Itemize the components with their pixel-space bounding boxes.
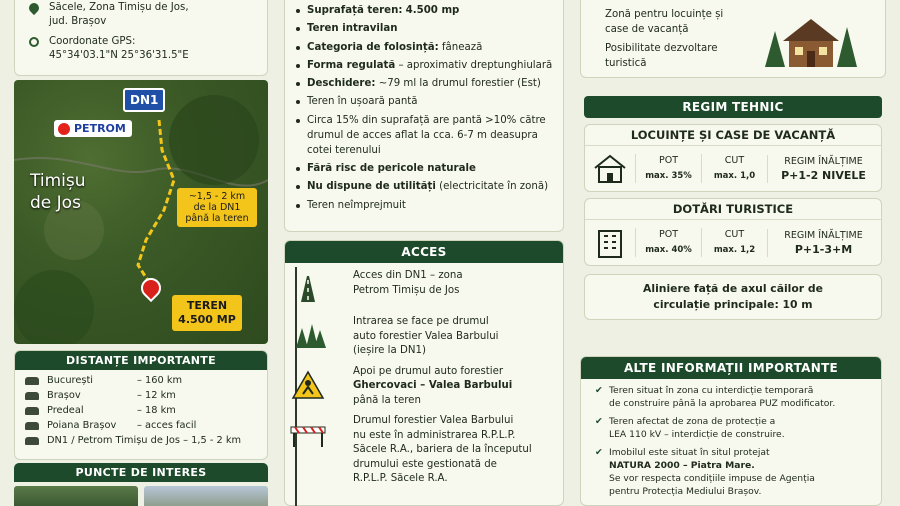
zone-info-line: Zonă pentru locuințe și xyxy=(605,9,724,20)
distance-value: – 160 km xyxy=(137,375,183,386)
property-label: Fără risc de pericole naturale xyxy=(307,163,476,175)
check-icon: ✔ xyxy=(595,447,603,458)
address-line-2: jud. Brașov xyxy=(49,16,107,27)
property-item xyxy=(295,179,555,194)
property-item xyxy=(295,21,555,36)
step-text: auto forestier Valea Barbului xyxy=(353,330,499,342)
land-callout xyxy=(172,295,242,331)
property-label: Categoria de folosință: xyxy=(307,41,439,53)
step-text: drumului este gestionată de xyxy=(353,458,497,470)
globe-icon xyxy=(29,37,39,47)
height-label: REGIM ÎNĂLȚIME xyxy=(784,229,863,241)
distance-name: Poiana Brașov xyxy=(47,420,117,431)
property-label: Teren intravilan xyxy=(307,23,398,35)
property-value: fânează xyxy=(441,41,483,53)
distance-row xyxy=(15,388,267,403)
property-item xyxy=(295,198,555,213)
height-value: P+1-2 NIVELE xyxy=(781,168,866,182)
satellite-map xyxy=(14,80,268,344)
zone-info-line: case de vacanță xyxy=(605,24,689,35)
property-label: Teren în ușoară pantă xyxy=(307,96,418,108)
pot-label: POT xyxy=(658,229,678,240)
cut-label: CUT xyxy=(724,155,745,166)
step-text: Săcele R.A., bariera de la începutul xyxy=(353,444,532,455)
height-cell xyxy=(767,229,879,257)
zone-title: DOTĂRI TURISTICE xyxy=(672,202,794,216)
alignment-line: Aliniere față de axul căilor de xyxy=(643,282,823,295)
cut-value: max. 1,2 xyxy=(713,245,756,255)
step-text: Acces din DN1 – zona xyxy=(353,270,463,281)
check-icon: ✔ xyxy=(595,385,603,396)
zone-title: LOCUINȚE ȘI CASE DE VACANȚĂ xyxy=(630,128,836,142)
info-text: Teren situat în zona cu interdicție temporară xyxy=(609,385,814,396)
zone-info-line: Posibilitate dezvoltare xyxy=(605,43,718,54)
building-icon xyxy=(585,227,635,259)
step-text: Intrarea se face pe drumul xyxy=(353,316,489,327)
property-value: (electricitate în zonă) xyxy=(439,181,549,193)
pot-value: max. 35% xyxy=(645,171,692,181)
forest-icon xyxy=(285,315,331,355)
other-info-card xyxy=(580,356,882,506)
middle-column xyxy=(284,0,564,506)
car-icon xyxy=(25,392,39,400)
interest-photo xyxy=(14,486,138,506)
distances-title: DISTANȚE IMPORTANTE xyxy=(15,351,267,370)
property-item xyxy=(295,113,555,158)
dn1-road-badge: DN1 xyxy=(123,88,165,112)
property-label: Suprafață teren: xyxy=(307,5,403,16)
car-icon xyxy=(25,422,39,430)
road-icon xyxy=(25,437,39,445)
height-cell xyxy=(767,155,879,183)
step-text: Ghercovaci – Valea Barbului xyxy=(353,380,513,391)
info-item xyxy=(595,415,881,441)
step-text: Drumul forestier Valea Barbului xyxy=(353,415,514,426)
property-item xyxy=(295,76,555,91)
cut-value: max. 1,0 xyxy=(713,171,756,181)
car-icon xyxy=(25,377,39,385)
barrier-icon xyxy=(285,414,331,454)
right-column xyxy=(580,0,886,506)
info-text: de construire până la aprobarea PUZ modificator. xyxy=(609,398,836,409)
access-step xyxy=(285,414,563,487)
property-label: Teren neîmprejmuit xyxy=(307,199,406,211)
location-card xyxy=(14,0,268,76)
height-value: P+1-3+M xyxy=(794,242,853,256)
village-line-1: Timișu xyxy=(30,171,86,191)
cut-cell xyxy=(701,154,767,183)
land-line-1: TEREN xyxy=(186,299,228,312)
zone-info-card xyxy=(580,0,886,78)
distance-line-3: până la teren xyxy=(185,213,249,224)
step-text: R.P.L.P. Săcele R.A. xyxy=(353,473,448,484)
property-value: ~79 ml la drumul forestier (Est) xyxy=(378,78,541,90)
cut-cell xyxy=(701,228,767,257)
distance-callout xyxy=(177,188,257,227)
regim-title: REGIM TEHNIC xyxy=(584,96,882,118)
property-item xyxy=(295,94,555,109)
property-item xyxy=(295,3,555,18)
village-label xyxy=(30,170,86,214)
info-item xyxy=(595,446,881,498)
property-item xyxy=(295,40,555,55)
regim-tehnic-section xyxy=(584,96,882,320)
distance-value: – 12 km xyxy=(137,390,176,401)
distance-row xyxy=(15,433,267,448)
house-icon xyxy=(585,154,635,184)
distance-row xyxy=(15,418,267,433)
cabin-icon xyxy=(761,7,861,71)
cut-label: CUT xyxy=(724,229,745,240)
alignment-line: circulație principale: 10 m xyxy=(653,298,813,311)
distance-row xyxy=(15,373,267,388)
step-text: nu este în administrarea R.P.L.P. xyxy=(353,429,516,441)
property-text: Circa 15% din suprafață are pantă >10% către xyxy=(307,114,546,126)
distance-value: – 1,5 - 2 km xyxy=(183,435,242,446)
property-value: 4.500 mp xyxy=(405,5,460,16)
location-pin-icon xyxy=(27,1,41,15)
zone-housing xyxy=(584,124,882,192)
property-value: – aproximativ dreptunghiulară xyxy=(398,59,553,71)
pot-label: POT xyxy=(658,155,678,166)
land-line-2: 4.500 MP xyxy=(178,313,236,326)
info-text: NATURA 2000 – Piatra Mare. xyxy=(609,460,755,471)
height-label: REGIM ÎNĂLȚIME xyxy=(784,155,863,167)
distance-value: – acces facil xyxy=(137,420,197,431)
village-line-2: de Jos xyxy=(30,193,81,213)
step-text: (ieșire la DN1) xyxy=(353,345,426,356)
address-line-1: Săcele, Zona Timișu de Jos, xyxy=(49,2,189,13)
property-label: Nu dispune de utilități xyxy=(307,181,436,193)
distance-line-2: de la DN1 xyxy=(193,202,241,213)
property-text: drumul de acces aflat la cca. 6-7 m deasupra xyxy=(307,129,538,141)
route-line xyxy=(138,120,174,290)
check-icon: ✔ xyxy=(595,416,603,427)
access-step xyxy=(285,269,563,309)
gps-value: 45°34'03.1"N 25°36'31.5"E xyxy=(49,50,189,61)
pot-value: max. 40% xyxy=(645,245,692,255)
zone-info-line: turistică xyxy=(605,58,647,69)
interest-title: PUNCTE DE INTERES xyxy=(14,463,268,482)
pot-cell xyxy=(635,154,701,183)
property-label: Forma regulată xyxy=(307,59,396,71)
road-icon xyxy=(285,269,331,309)
info-text: Teren afectat de zona de protecție a xyxy=(609,416,776,427)
step-text: Petrom Timișu de Jos xyxy=(353,284,460,296)
distance-name: Predeal xyxy=(47,405,84,416)
interest-photos xyxy=(14,486,268,506)
distance-row xyxy=(15,403,267,418)
info-item xyxy=(595,384,881,410)
info-text: Se vor respecta condițiile impuse de Agenția xyxy=(609,473,815,484)
step-text: până la teren xyxy=(353,394,421,406)
property-item xyxy=(295,58,555,73)
step-text: Apoi pe drumul auto forestier xyxy=(353,365,504,377)
info-text: pentru Protecția Mediului Brașov. xyxy=(609,486,762,497)
property-text: cotei terenului xyxy=(307,144,381,156)
alignment-note xyxy=(584,274,882,320)
distance-name: București xyxy=(47,375,94,386)
distance-name: DN1 / Petrom Timișu de Jos xyxy=(47,435,180,446)
info-text: Imobilul este situat în situl protejat xyxy=(609,447,770,458)
worker-icon xyxy=(285,365,331,405)
property-list xyxy=(284,0,564,232)
other-info-title: ALTE INFORMAȚII IMPORTANTE xyxy=(581,357,881,379)
distances-card xyxy=(14,350,268,460)
interest-photo xyxy=(144,486,268,506)
left-column xyxy=(14,0,268,506)
access-card xyxy=(284,240,564,506)
petrom-logo: PETROM xyxy=(54,120,132,137)
property-label: Deschidere: xyxy=(307,78,376,90)
gps-label: Coordonate GPS: xyxy=(49,36,136,47)
interest-section xyxy=(14,463,268,506)
pot-cell xyxy=(635,228,701,257)
access-title: ACCES xyxy=(285,241,563,263)
property-item xyxy=(295,161,555,176)
car-icon xyxy=(25,407,39,415)
distance-line-1: ~1,5 - 2 km xyxy=(188,191,246,202)
distance-value: – 18 km xyxy=(137,405,176,416)
info-text: LEA 110 kV – interdicție de construire. xyxy=(609,429,785,440)
access-step xyxy=(285,365,563,409)
access-step xyxy=(285,315,563,359)
distance-name: Brașov xyxy=(47,390,81,401)
zone-tourism xyxy=(584,198,882,266)
